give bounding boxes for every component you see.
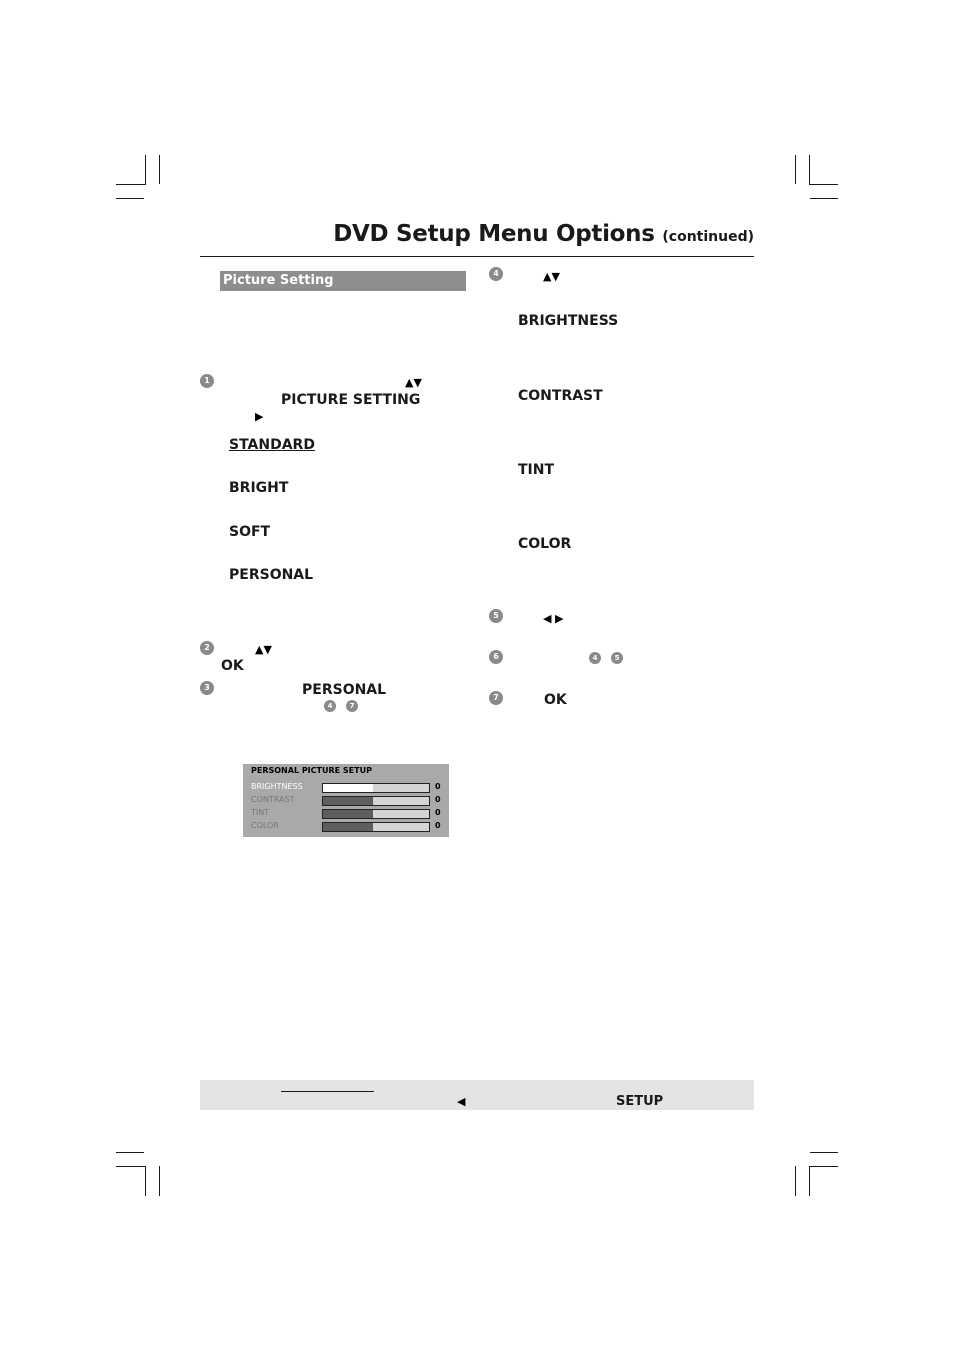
right-arrow-icon: ▶	[255, 410, 264, 423]
step-4-badge: 4	[489, 267, 503, 281]
page-title-subtitle: (continued)	[662, 229, 754, 245]
osd-row-value: 0	[435, 808, 441, 817]
option-bright: BRIGHT	[229, 480, 289, 496]
option-soft: SOFT	[229, 524, 271, 540]
osd-row-label: TINT	[251, 808, 270, 817]
option-personal: PERSONAL	[229, 567, 314, 583]
osd-level-fill	[323, 810, 373, 818]
osd-row-value: 0	[435, 782, 441, 791]
section-heading	[220, 271, 466, 291]
up-down-arrow-icon: ▲▼	[543, 270, 560, 283]
left-arrow-icon: ◀	[457, 1095, 466, 1108]
osd-level-bar	[322, 822, 430, 832]
osd-row-label: BRIGHTNESS	[251, 782, 303, 791]
up-down-arrow-icon: ▲▼	[405, 376, 422, 389]
osd-level-bar	[322, 783, 430, 793]
picture-setting-label: PICTURE SETTING	[281, 392, 421, 408]
personal-label: PERSONAL	[302, 682, 387, 698]
adjust-contrast: CONTRAST	[518, 388, 603, 404]
step-ref-4-badge: 4	[589, 652, 601, 664]
footer-underline	[281, 1091, 374, 1092]
setup-label: SETUP	[616, 1094, 664, 1109]
osd-level-fill	[323, 823, 373, 831]
adjust-brightness: BRIGHTNESS	[518, 313, 619, 329]
step-7-badge: 7	[489, 691, 503, 705]
step-6-badge: 6	[489, 650, 503, 664]
osd-row-value: 0	[435, 821, 441, 830]
osd-row-label: CONTRAST	[251, 795, 295, 804]
step-ref-7-badge: 7	[346, 700, 358, 712]
personal-picture-setup-screen	[243, 764, 449, 837]
adjust-tint: TINT	[518, 462, 555, 478]
osd-title: PERSONAL PICTURE SETUP	[251, 766, 372, 775]
osd-level-fill	[323, 784, 373, 792]
osd-row-label: COLOR	[251, 821, 279, 830]
adjust-color: COLOR	[518, 536, 572, 552]
header-rule	[200, 256, 754, 257]
ok-label: OK	[221, 658, 244, 674]
step-5-badge: 5	[489, 609, 503, 623]
osd-level-fill	[323, 797, 373, 805]
step-ref-4-badge: 4	[324, 700, 336, 712]
page-title-text: DVD Setup Menu Options	[333, 221, 655, 247]
left-right-arrow-icon: ◀ ▶	[543, 612, 564, 625]
ok-label: OK	[544, 692, 567, 708]
option-standard: STANDARD	[229, 437, 315, 453]
step-3-badge: 3	[200, 681, 214, 695]
step-1-badge: 1	[200, 374, 214, 388]
step-ref-5-badge: 5	[611, 652, 623, 664]
step-2-badge: 2	[200, 641, 214, 655]
osd-row-value: 0	[435, 795, 441, 804]
up-down-arrow-icon: ▲▼	[255, 643, 272, 656]
footer-bar	[200, 1080, 754, 1110]
osd-level-bar	[322, 796, 430, 806]
section-heading-text: Picture Setting	[223, 273, 334, 288]
page-title	[333, 221, 754, 247]
osd-level-bar	[322, 809, 430, 819]
